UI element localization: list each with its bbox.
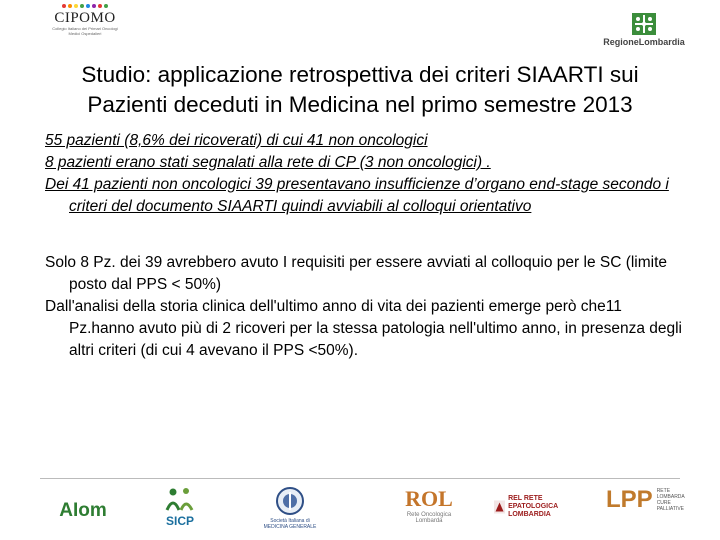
cipomo-dots-icon (52, 4, 118, 8)
cipomo-logo (52, 4, 118, 54)
lpp-logo-text: LPP (606, 486, 653, 513)
bullet-1: 55 pazienti (8,6% dei ricoverati) di cui 41 non oncologici (45, 132, 428, 149)
rol-logo-subtitle: Rete Oncologica Lombarda (406, 512, 452, 524)
aiom-logo (50, 486, 116, 536)
title-line-1: Studio: applicazione retrospettiva dei criteri SIAARTI sui (81, 62, 639, 87)
lpp-logo (606, 486, 686, 536)
rel-logo-text: REL RETE EPATOLOGICA LOMBARDIA (508, 495, 558, 518)
bullet-3: Dei 41 pazienti non oncologici 39 presentavano insufficienze d’organo end-stage secondo i criteri del documento SIAARTI quindi avviabili al colloqui orientativo (45, 176, 669, 215)
footer-divider (40, 478, 680, 479)
aiom-logo-text: AIom (59, 500, 107, 521)
rol-logo-text: ROL (405, 486, 453, 511)
rel-logo (494, 486, 574, 536)
regione-lombardia-rose-icon (631, 12, 657, 36)
cipomo-subtitle: Collegio Italiano dei Primari Oncologi Medici Ospedalieri (52, 26, 118, 36)
spacer (45, 218, 685, 252)
regione-lombardia-logo (594, 12, 694, 52)
lpp-logo-subtitle: RETE LOMBARDA CURE PALLIATIVE (656, 488, 685, 512)
bullet-5: Dall'analisi della storia clinica dell'ultimo anno di vita dei pazienti emerge però che11 Pz.hanno avuto più di 2 ricoveri per la stessa patologia nell'ultimo anno, in presenza degli altri criteri (di cui 4 avevano il PPS <50%). (45, 298, 682, 359)
regione-lombardia-name: RegioneLombardia (603, 37, 685, 47)
simg-emblem-icon (275, 486, 305, 516)
footer-logos (0, 482, 720, 540)
rol-logo (398, 486, 460, 536)
slide-title (0, 60, 720, 120)
simg-logo-text: Società Italiana di MEDICINA GENERALE (263, 518, 317, 530)
sicp-logo (150, 486, 210, 536)
sicp-logo-text: SICP (165, 514, 194, 528)
slide-body (45, 130, 685, 362)
cipomo-name: CIPOMO (54, 10, 116, 26)
rel-mark-icon (494, 494, 505, 520)
bullet-4: Solo 8 Pz. dei 39 avrebbero avuto I requisiti per essere avviati al colloquio per le SC (limite posto dal PPS < 50%) (45, 254, 668, 293)
title-line-2: Pazienti deceduti in Medicina nel primo semestre 2013 (87, 92, 633, 117)
simg-logo (258, 486, 322, 536)
sicp-figure-icon (163, 486, 197, 512)
bullet-2: 8 pazienti erano stati segnalati alla rete di CP (3 non oncologici) . (45, 154, 491, 171)
